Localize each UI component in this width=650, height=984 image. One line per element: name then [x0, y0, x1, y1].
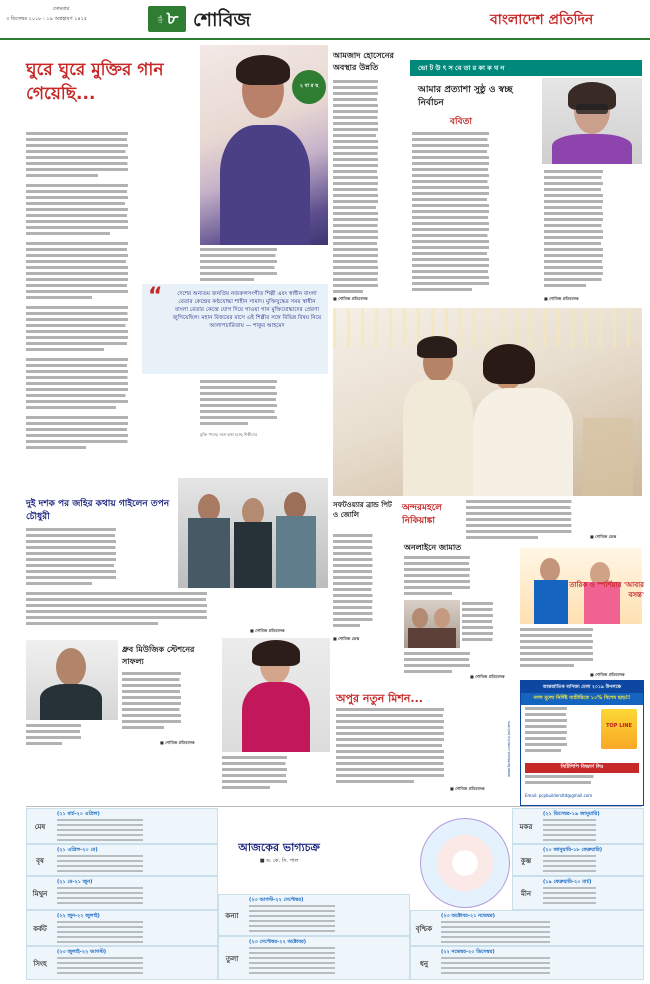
horoscope-text-line — [57, 839, 213, 841]
article1-quote-box — [142, 284, 328, 374]
horoscope-sign — [410, 910, 644, 946]
horoscope-sign-name: বৃশ্চিক — [415, 925, 433, 933]
horoscope-text-line — [249, 957, 405, 959]
horoscope-text-line — [441, 962, 639, 964]
horoscope-text-line — [441, 921, 639, 923]
article3-body — [412, 132, 540, 302]
article3-name: ববিতা — [450, 117, 472, 127]
ad-box[interactable] — [507, 680, 644, 806]
header-rule — [0, 38, 650, 40]
article2-source: ■ শোবিজ প্রতিবেদক — [333, 296, 368, 301]
horoscope-text-line — [57, 972, 213, 974]
article1-headline: ঘুরে ঘুরে মুক্তির গান গেয়েছি... — [26, 60, 164, 104]
article1-body-bottom — [200, 380, 328, 430]
horoscope-sign-range: (২৩ অক্টোবর-২১ নভেম্বর) — [441, 913, 495, 919]
horoscope-text-line — [249, 967, 405, 969]
article7-photo — [404, 600, 460, 648]
page-number-box — [148, 6, 186, 32]
article9-headline: ধ্রুব মিউজিক স্টেশনের সাফল্য — [122, 645, 195, 666]
horoscope-text-line — [249, 905, 405, 907]
article1-badge-text: ২ বা র ছ — [299, 83, 319, 89]
horoscope-text-line — [57, 855, 213, 857]
ad-address — [525, 775, 639, 793]
horoscope-sign — [26, 808, 218, 844]
horoscope-sign-name: মিথুন — [32, 890, 48, 898]
article1-quote: দেশের অন্যতম জনপ্রিয় নজরুলসংগীত শিল্পী এবং স্বাধীন বাংলা বেতার কেন্দ্রের কণ্ঠযোদ্ধা শাহীন সামাদ। মুক্তিযুদ্ধের সময় স্বাধীন বাংলা বেতার কেন্দ্রে যোগ দিয়ে গাওয়া গান মুক্তিযোদ্ধাদের প্রেরণা জুগিয়েছিল। মহান বিজয়ের মাসে এই শিল্পীর সঙ্গে বিভিন্ন বিষয় নিয়ে আলাপচারিতায় — শাকুর আহমেদ — [172, 291, 322, 329]
horoscope-text-line — [57, 897, 213, 899]
horoscope-sign-range: (২৩ আগস্ট-২২ সেপ্টেম্বর) — [249, 897, 304, 903]
horoscope-sign — [26, 910, 218, 946]
horoscope-text-line — [249, 952, 405, 954]
zodiac-wheel — [420, 818, 510, 908]
horoscope-text-line — [249, 910, 405, 912]
article10-headline: অপুর নতুন মিশন... — [336, 692, 423, 705]
horoscope-sign-range: (২৩ সেপ্টেম্বর-২২ অক্টোবর) — [249, 939, 307, 945]
horoscope-text-line — [249, 915, 405, 917]
article8-body — [520, 628, 642, 676]
horoscope-sign-name: মকর — [519, 823, 533, 831]
horoscope-sign — [218, 936, 410, 980]
horoscope-title-box — [218, 840, 340, 890]
article7-body-right — [462, 602, 514, 648]
horoscope-text-line — [249, 947, 405, 949]
horoscope-text-line — [57, 829, 213, 831]
horoscope-author: ■ ড. কে. সি. পাল — [259, 858, 299, 864]
horoscope-text-line — [543, 829, 639, 831]
article6-source: ■ শোবিজ ডেস্ক — [333, 636, 360, 641]
horoscope-sign-range: (২১ ডিসেম্বর-১৯ জানুয়ারি) — [543, 811, 600, 817]
horoscope-sign-range: (২২ নভেম্বর-২০ ডিসেম্বর) — [441, 949, 495, 955]
article4-photo — [333, 308, 642, 496]
horoscope-text-line — [57, 892, 213, 894]
ad-main: নগদ মূল্যে নির্দিষ্ট ব্যাটারিতে ১০% বিশেষ ছাড়!! — [521, 693, 643, 705]
horoscope-sign-range: (২২ জুন-২২ জুলাই) — [57, 913, 100, 919]
ad-web: www.facebook.com/ctp.builders — [507, 721, 511, 777]
article10-body — [336, 708, 516, 794]
horoscope-text-line — [57, 865, 213, 867]
horoscope-text-line — [543, 897, 639, 899]
horoscope-sign-range: (২০ জানুয়ারি-১৮ ফেব্রুয়ারি) — [543, 847, 603, 853]
horoscope-text-line — [57, 936, 213, 938]
ad-company: সিটিপিপি বিল্ডার্স লিঃ — [525, 763, 639, 773]
horoscope-text-line — [57, 824, 213, 826]
horoscope-text-line — [543, 855, 639, 857]
horoscope-text-line — [249, 930, 405, 932]
horoscope-sign-name: সিংহ — [33, 960, 47, 968]
article5-headline: দুই দশক পর জহির কথায় গাইলেন তপন চৌধুরী — [26, 499, 170, 522]
horoscope-sign-range: (২১ এপ্রিল-২০ মে) — [57, 847, 98, 853]
horoscope-title: আজকের ভাগ্যচক্র — [238, 841, 320, 854]
horoscope-text-line — [441, 936, 639, 938]
horoscope-sign — [512, 844, 644, 876]
horoscope-text-line — [249, 962, 405, 964]
article5-photo — [178, 478, 328, 588]
article9-body-bottom — [26, 724, 118, 748]
article6-body — [333, 534, 399, 634]
horoscope-sign — [26, 876, 218, 910]
article1-badge — [292, 70, 326, 104]
horoscope-text-line — [543, 902, 639, 904]
horoscope-text-line — [543, 892, 639, 894]
article1-headline-box — [26, 58, 201, 120]
horoscope-text-line — [249, 972, 405, 974]
horoscope-text-line — [543, 887, 639, 889]
article7-headline: অনলাইনে জামাত — [404, 543, 462, 552]
horoscope-sign-range: (২৩ জুলাই-২২ আগস্ট) — [57, 949, 107, 955]
horoscope-text-line — [441, 967, 639, 969]
article5-body — [26, 528, 176, 590]
article3-source: ■ শোবিজ প্রতিবেদক — [544, 296, 579, 301]
horoscope-sign-name: বৃষ — [36, 857, 44, 865]
horoscope-text-line — [57, 957, 213, 959]
masthead — [490, 8, 593, 32]
horoscope-sign-range: (২১ মার্চ-২০ এপ্রিল) — [57, 811, 100, 817]
horoscope-text-line — [57, 967, 213, 969]
article5-body-bottom — [26, 592, 328, 632]
horoscope-sign-name: তুলা — [225, 955, 239, 963]
battery-image — [601, 709, 637, 749]
horoscope-sign — [512, 808, 644, 844]
article9-body — [122, 672, 220, 744]
horoscope-text-line — [543, 819, 639, 821]
horoscope-text-line — [543, 824, 639, 826]
horoscope-text-line — [57, 834, 213, 836]
article3-photo — [542, 78, 642, 164]
horoscope-text-line — [57, 870, 213, 872]
horoscope-sign-name: কুম্ভ — [520, 857, 532, 865]
horoscope-sign-range: (১৯ ফেব্রুয়ারি-২০ মার্চ) — [543, 879, 592, 885]
horoscope-sign-name: ধনু — [419, 960, 429, 968]
article2-body — [333, 80, 408, 300]
article10-source: ■ শোবিজ প্রতিবেদক — [450, 786, 485, 791]
horoscope-text-line — [57, 819, 213, 821]
horoscope-text-line — [57, 926, 213, 928]
section-title: শোবিজ — [193, 9, 251, 31]
horoscope-sign-name: কন্যা — [225, 912, 239, 920]
horoscope-text-line — [57, 902, 213, 904]
header-date — [6, 6, 116, 24]
horoscope-text-line — [543, 834, 639, 836]
article1-caption: মুক্তি পাচ্ছে সঙ্গে কথা হচ্ছে শিল্পীদের — [200, 432, 258, 437]
horoscope-sign-name: মীন — [520, 890, 532, 898]
horoscope-text-line — [249, 920, 405, 922]
article9-source: ■ শোবিজ প্রতিবেদক — [160, 740, 195, 745]
article9-photo — [26, 640, 118, 720]
header-date-text: ৩ ডিসেম্বর ২০১৮ : ১৯ অগ্রহায়ণ ১৪২৫ — [6, 16, 88, 22]
horoscope-text-line — [441, 941, 639, 943]
horoscope-sign — [218, 894, 410, 936]
horoscope-text-line — [543, 839, 639, 841]
article10-photo — [222, 638, 330, 752]
horoscope-text-line — [441, 926, 639, 928]
horoscope-sign-name: মেষ — [34, 823, 46, 831]
horoscope-text-line — [441, 957, 639, 959]
horoscope-text-line — [441, 972, 639, 974]
horoscope-text-line — [57, 941, 213, 943]
ad-brand: TOP LINE — [606, 723, 632, 729]
horoscope-text-line — [441, 931, 639, 933]
horoscope-text-line — [57, 860, 213, 862]
article10-body-left — [222, 756, 330, 794]
horoscope-text-line — [543, 860, 639, 862]
article3-headline: আমার প্রত্যাশা সুষ্ঠু ও স্বচ্ছ নির্বাচন — [418, 85, 513, 108]
page-number: ৮ — [166, 7, 179, 29]
horoscope-text-line — [57, 962, 213, 964]
horoscope-sign — [512, 876, 644, 910]
article8-source: ■ শোবিজ প্রতিবেদক — [590, 672, 625, 677]
horoscope-sign — [26, 946, 218, 980]
article2-headline: আমজাদ হোসেনের অবস্থার উন্নতি — [333, 51, 394, 72]
article4-source: ■ শোবিজ ডেস্ক — [590, 534, 617, 539]
horoscope-sign-range: (২১ মে-২১ জুন) — [57, 879, 93, 885]
article6-headline: সফটওয়্যার ব্রান্ড পিট ও জোলি — [333, 501, 392, 519]
horoscope-text-line — [543, 865, 639, 867]
article7-body — [404, 556, 514, 600]
article5-source: ■ শোবিজ প্রতিবেদক — [250, 628, 285, 633]
horoscope-text-line — [57, 921, 213, 923]
horoscope-sign — [26, 844, 218, 876]
ad-email: Email: pcpbuildersltd@gmail.com — [525, 793, 593, 798]
horoscope-text-line — [249, 925, 405, 927]
article3-kicker: ভো ট উ ৎ স বে তা র কা ক থ ন — [418, 63, 505, 72]
ad-top: আন্তর্জাতিক বাণিজ্য মেলা ২০১৯ উপলক্ষে — [521, 681, 643, 693]
article4-headline-text: অন্দরমহলে নিকিয়াঙ্কা — [402, 503, 443, 526]
article7-source: ■ শোবিজ প্রতিবেদক — [470, 674, 505, 679]
horoscope-sign — [410, 946, 644, 980]
article1-body-mid — [200, 248, 328, 282]
horoscope-text-line — [57, 887, 213, 889]
horoscope-text-line — [57, 931, 213, 933]
header-day: সোমবার — [52, 6, 70, 12]
article8-headline: তারিক ও স্পর্শিয়ার 'আবার বসন্ত' — [569, 581, 644, 599]
ad-body — [525, 707, 595, 757]
article3-kicker-bar — [410, 60, 642, 76]
quote-mark-icon: “ — [148, 284, 163, 309]
horoscope-sign-name: কর্কট — [33, 925, 47, 933]
page-word: পৃষ্ঠা — [156, 14, 163, 24]
article3-body-right — [544, 170, 642, 302]
masthead-text: বাংলাদেশ প্রতিদিন — [490, 12, 594, 28]
horoscope-text-line — [543, 870, 639, 872]
